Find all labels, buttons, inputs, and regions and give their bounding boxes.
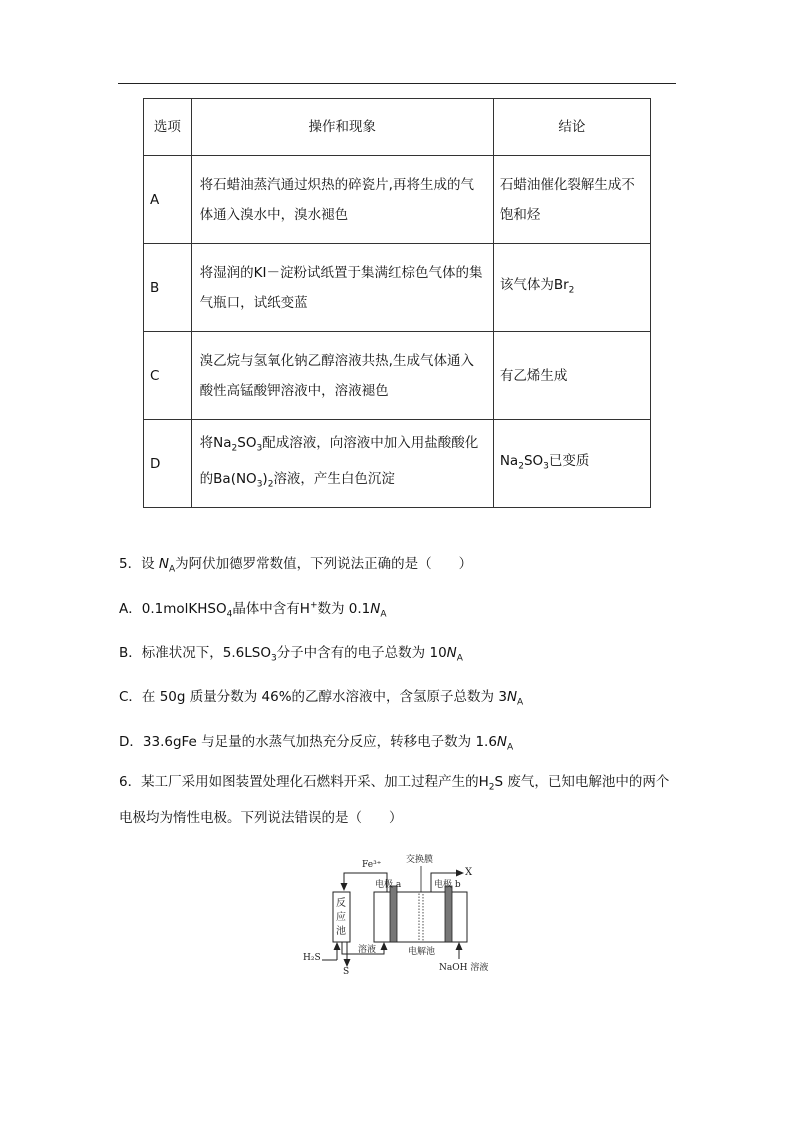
- question-5-option-c: C．在 50g 质量分数为 46%的乙醇水溶液中，含氢原子总数为 $3N_A$: [119, 689, 524, 708]
- h2s-arrowhead: [334, 942, 341, 950]
- question-6-stem: 6．某工厂采用如图装置处理化石燃料开采、加工过程产生的$H_2S$ 废气，已知电解池中的两个电极均为惰性电极。下列说法错误的是（ ）: [119, 774, 670, 826]
- row-operation: 将湿润的KI－淀粉试纸置于集满红棕色气体的集气瓶口，试纸变蓝: [191, 244, 493, 332]
- row-option: C: [144, 332, 192, 420]
- electrode-b: [445, 886, 452, 942]
- table-row: [144, 244, 651, 332]
- cell-label: 电解池: [408, 947, 436, 957]
- solution-label: 溶液: [358, 945, 377, 955]
- row-operation: 溴乙烷与氢氧化钠乙醇溶液共热,生成气体通入酸性高锰酸钾溶液中，溶液褪色: [191, 332, 493, 420]
- naoh-arrowhead: [456, 942, 463, 950]
- electrolysis-cell: [374, 892, 467, 942]
- fe3-arrowhead: [341, 883, 348, 891]
- row-operation: 将石蜡油蒸汽通过炽热的碎瓷片,再将生成的气体通入溴水中，溴水褪色: [191, 156, 493, 244]
- fe3-label: Fe³⁺: [362, 860, 382, 870]
- membrane-label: 交换膜: [406, 855, 434, 865]
- row-conclusion: 有乙烯生成: [493, 332, 650, 420]
- header-rule: [118, 83, 676, 84]
- header-conclusion: 结论: [493, 99, 650, 156]
- header-operation: 操作和现象: [191, 99, 493, 156]
- reactor-char-2: 应: [336, 912, 346, 923]
- x-arrowhead: [456, 870, 464, 877]
- row-conclusion: $Na_2SO_3$已变质: [493, 420, 650, 508]
- table-header-row: [144, 99, 651, 156]
- electrode-b-label: 电极 b: [434, 880, 461, 890]
- reactor-char-3: 池: [336, 926, 346, 937]
- row-conclusion: 石蜡油催化裂解生成不饱和烃: [493, 156, 650, 244]
- x-label: X: [465, 867, 473, 878]
- electrode-a: [390, 886, 397, 942]
- row-operation: 将$Na_2SO_3$配成溶液，向溶液中加入用盐酸酸化的$Ba(NO_3)_2$溶液，产生白色沉淀: [191, 420, 493, 508]
- electrode-a-label: 电极 a: [375, 880, 402, 890]
- question-5-option-a: A．0.1molKHSO$_4$晶体中含有H+数为 $0.1N_A$: [119, 600, 387, 620]
- reactor-char-1: 反: [336, 898, 346, 909]
- header-option: 选项: [144, 99, 192, 156]
- row-option: B: [144, 244, 192, 332]
- experiment-table: [143, 98, 651, 508]
- naoh-label: NaOH 溶液: [439, 963, 489, 973]
- s-arrowhead: [344, 959, 351, 967]
- s-label: S: [343, 967, 350, 977]
- table-row: [144, 156, 651, 244]
- solution-arrowhead: [381, 942, 388, 950]
- h2s-label: H₂S: [303, 953, 321, 963]
- question-5-option-b: B．标准状况下，$5.6LSO_3$分子中含有的电子总数为 $10N_A$: [119, 645, 463, 664]
- question-5-stem: 5．设 $N_A$为阿伏加德罗常数值，下列说法正确的是（ ）: [119, 556, 473, 575]
- row-option: A: [144, 156, 192, 244]
- row-conclusion: 该气体为$Br_2$: [493, 244, 650, 332]
- question-5-option-d: D．33.6gFe 与足量的水蒸气加热充分反应，转移电子数为 $1.6N_A$: [119, 734, 514, 753]
- table-row: [144, 420, 651, 508]
- row-option: D: [144, 420, 192, 508]
- exchange-membrane: [419, 892, 423, 942]
- table-row: [144, 332, 651, 420]
